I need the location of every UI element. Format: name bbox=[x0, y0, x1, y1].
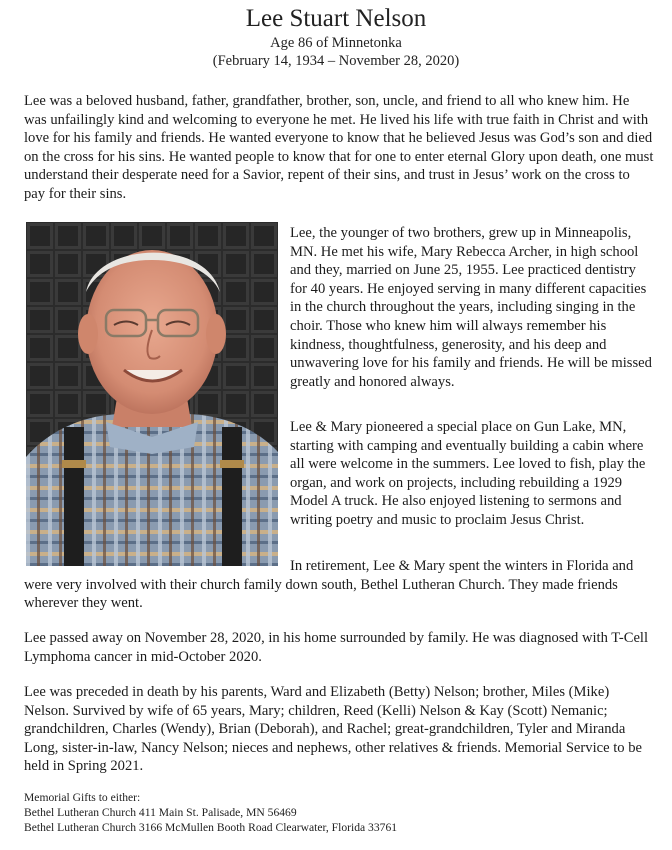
retirement-paragraph: In retirement, Lee & Mary spent the winters in Florida and were very involved with their church family down south, Bethel Lutheran Church. They made friends wherever they went. bbox=[24, 558, 634, 612]
age-line: Age 86 of Minnetonka bbox=[270, 35, 402, 51]
obituary-header bbox=[0, 4, 672, 70]
early-life-paragraph: Lee, the younger of two brothers, grew up in Minneapolis, MN. He met his wife, Mary Rebecca Archer, in high school and they, married on June 25, 1955. Lee practiced dentistry for 40 years. He enjoyed serving in many different capacities in the church throughout the years, including singing in the choir. Those who knew him will always remember his kindness, thoughtfulness, generosity, and his deep and unwavering love for his family and friends. He will be missed greatly and honored always. bbox=[290, 225, 652, 390]
gun-lake-paragraph: Lee & Mary pioneered a special place on Gun Lake, MN, starting with camping and eventually building a cabin where all were welcome in the summers. Lee loved to fish, play the organ, and work on projects, including rebuilding a 1929 Model A truck. He also enjoyed listening to sermons and writing poetry and music to proclaim Jesus Christ. bbox=[290, 419, 646, 528]
portrait-photo bbox=[26, 222, 278, 566]
memorial-gifts bbox=[24, 790, 654, 836]
life-dates: (February 14, 1934 – November 28, 2020) bbox=[212, 53, 460, 69]
memorial-church-palisade: Bethel Lutheran Church 411 Main St. Palisade, MN 56469 bbox=[24, 806, 297, 820]
memorial-heading: Memorial Gifts to either: bbox=[24, 791, 141, 804]
intro-paragraph: Lee was a beloved husband, father, grandfather, brother, son, uncle, and friend to all who knew him. He was unfailingly kind and welcoming to everyone he met. He lived his life with true faith in Christ and with love for his family and friends. He wanted everyone to know that he believed Jesus was God’s son and died on the cross for his sins. He wanted people to know that for one to enter eternal Glory upon death, one must understand their desperate need for a Savior, repent of their sins, and trust in Jesus’ work on the cross to pay for their sins. bbox=[24, 93, 654, 202]
memorial-church-clearwater: Bethel Lutheran Church 3166 McMullen Booth Road Clearwater, Florida 33761 bbox=[24, 821, 398, 835]
passing-paragraph: Lee passed away on November 28, 2020, in his home surrounded by family. He was diagnosed with T-Cell Lymphoma cancer in mid-October 2020. bbox=[24, 630, 649, 665]
deceased-name: Lee Stuart Nelson bbox=[245, 5, 427, 32]
survivors-paragraph: Lee was preceded in death by his parents, Ward and Elizabeth (Betty) Nelson; brother, Miles (Mike) Nelson. Survived by wife of 65 years, Mary; children, Reed (Kelli) Nelson & Kay (Scott) Nemanic; grandchildren, Charles (Wendy), Brian (Deborah), and Rachel; great-grandchildren, Tyler and Miranda Long, sister-in-law, Nancy Nelson; nieces and nephews, other relatives & friends. Memorial Service to be held in Spring 2021. bbox=[24, 684, 642, 775]
